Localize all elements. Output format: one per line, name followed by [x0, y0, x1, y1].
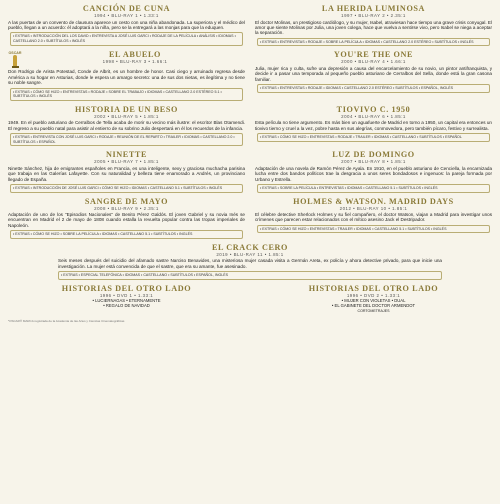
- film-entry: [255, 197, 492, 239]
- film-title: HISTORIAS DEL OTRO LADO: [61, 283, 192, 293]
- film-extras: • EXTRAS • ENTREVISTAS • RODAJE • IDIOMAS • CASTELLANO 2.0 ESTÉREO • SUBTÍTULOS • ESPAÑOL, INGLÉS: [257, 84, 490, 93]
- film-meta: 2000 • BLU-RAY 4 • 1.66:1: [341, 59, 406, 65]
- film-meta: 1996 • DVD 1 • 1.33:1: [99, 292, 154, 298]
- film-extras: • EXTRAS • SOBRE LA PELÍCULA • ENTREVISTAS • IDIOMAS • CASTELLANO 5.1 • SUBTÍTULOS • INGLÉS: [257, 184, 490, 193]
- film-entry: [8, 284, 245, 313]
- bullet-line: • LUCIERNAGAS • ETERNAMENTE: [92, 298, 161, 304]
- oscar-statuette-icon: [13, 55, 17, 66]
- catalog-page: [8, 4, 492, 496]
- film-synopsis: El doctor Molinas, un prestigioso cardiólogo, y su mujer, Isabel, atraviesan hace tiempo una grave crisis conyugal. El amor que siente Molinas por Julia, una joven colega, hace que vuelva a sentirse vivo, pero Isabel se niega a aceptar la separación.: [255, 19, 492, 36]
- film-title: LUZ DE DOMINGO: [332, 150, 415, 160]
- bullet-line: • MUJER CON VIOLETAS • DUAL: [341, 298, 406, 304]
- film-meta: 2007 • BLU-RAY 8 • 1.85:1: [341, 159, 406, 165]
- footnote: *OSCAR® MARCA registrada de la Academia de las Artes y Ciencias Cinematográficas: [8, 319, 125, 324]
- film-title: TIOVIVO C. 1950: [336, 104, 411, 114]
- film-extras: • EXTRAS • CÓMO SE HIZO • SOBRE LA PELÍCULA • IDIOMAS • CASTELLANO 5.1 • SUBTÍTULOS • INGLÉS: [10, 230, 243, 239]
- film-extras: • EXTRAS • CÓMO SE HIZO • ENTREVISTAS • TRAILER • IDIOMAS • CASTELLANO 5.1 • SUBTÍTULOS • INGLÉS: [257, 225, 490, 234]
- film-synopsis: Don Rodrigo de Arista Potestad, Conde de Albrit, es un hombre de honor. Casi ciego y arruinado regresa desde América a su hogar en Asturias, donde le espera un amargo secreto: una de sus dos nietas, es ilegítima y no tiene su noble sangre.: [8, 69, 245, 86]
- oscar-base-icon: [12, 66, 19, 68]
- film-synopsis: Seis meses después del suicidio del afamado sastre Narciso Benavides, una misteriosa mujer casada visita a Germán Areta, ex policía y ahora detective privado, para que inicie una investigación. La mujer está convencida de que el sastre, que era su amante, fue asesinado.: [58, 258, 442, 269]
- film-synopsis: A las puertas de un convento de clausura aparece un cesto con una niña abandonada. La superiora y el médico del pueblo, llegan a un acuerdo: él adoptará a la niña, pero se la entregará a las monjas para que la eduquen.: [8, 19, 245, 30]
- film-extras: • EXTRAS • ESPECIAL TELEFÓNICA • IDIOMAS • CASTELLANO • SUBTÍTULOS • ESPAÑOL, INGLÉS: [58, 271, 442, 280]
- film-title: SANGRE DE MAYO: [84, 196, 169, 206]
- film-entry: [255, 105, 492, 147]
- oscar-label: OSCAR: [8, 51, 22, 56]
- film-synopsis: Ninette Sánchez, hija de emigrantes españoles en Francia, es una inteligente, sexy y graciosa muchacha parisina que trabaja en las Galerías Lafayette. Con su naturalidad y belleza tiene enamorado a Andrés, un provinciano llegado de España.: [8, 165, 245, 182]
- film-entry: [8, 197, 245, 239]
- film-extras: • EXTRAS • INTRODUCCIÓN DE JOSÉ LUIS GARCI • CÓMO SE HIZO • IDIOMAS • CASTELLANO 5.1 • SUBTÍTULOS • INGLÉS: [10, 184, 243, 193]
- film-extras: • EXTRAS • INTRODUCCIÓN DEL LOS DAVID • ENTREVISTA A JOSÉ LUIS GARCI • RODAJE DE LA PELÍCULA • ANÁLISIS • IDIOMAS • CASTELLANO 2.0 • SUBTÍTULOS • INGLÉS: [10, 32, 243, 45]
- film-extras: • EXTRAS • ENTREVISTAS • RODAJE • SOBRE LA PELÍCULA • IDIOMAS • CASTELLANO 2.0 ESTÉREO • SUBTÍTULOS • INGLÉS: [257, 38, 490, 47]
- film-synopsis: Julia, mujer rica y culta, sufre una depresión a causa del encarcelamiento de su novio, un pintor antifranquista, y decide ir a pasar una temporada al pequeño pueblo asturiano de Cerralbos del Sella, donde está la gran casona familiar.: [255, 65, 492, 82]
- film-synopsis: Esta película no tiene argumento. Es más bien un aguafuerte de Madrid en torno a 1950, un capital era entonces un tiovivo tierno y cruel a la vez, pobre hasta en sus alegrías, conmovedora, pero también pícaro, festivo y surrealista.: [255, 120, 492, 131]
- film-synopsis: 1949. En el pueblo asturiano de Cerralbos de Tella acaba de morir su vecino más ilustre: el escritor Blas Otamendi. El regreso a su pueblo natal para asistir al entierro de su sobrino Julio despertará en él los recuerdos de la infancia.: [8, 120, 245, 131]
- film-extras: • EXTRAS • ENTREVISTA CON JOSÉ LUIS GARCI • RODAJE • REUNIÓN DE EL REPARTO • TRAILER • IDIOMAS • CASTELLANO 2.0 • SUBTÍTULOS • ESPAÑOL: [10, 133, 243, 146]
- oscar-badge: [8, 51, 22, 68]
- film-entry: [8, 150, 245, 192]
- film-title: NINETTE: [105, 150, 148, 160]
- film-meta: 2008 • BLU-RAY 9 • 2.35:1: [94, 205, 159, 211]
- film-title: EL CRACK CERO: [211, 242, 289, 252]
- film-synopsis: Adaptación de uno de los "Episodios Nacionales" de Benito Pérez Galdós. El joven Gabriel y su novia Inés se encuentran en Madrid el 2 de mayo de 1808 cuando estalla la revuelta popular contra las tropas imperiales de Napoleón.: [8, 212, 245, 228]
- film-meta: 1997 • BLU-RAY 2 • 2.35:1: [341, 13, 406, 18]
- film-title: HOLMES & WATSON. MADRID DAYS: [293, 196, 454, 206]
- film-meta: 2012 • BLU-RAY 10 • 1.85:1: [339, 205, 408, 211]
- film-meta: 1994 • BLU-RAY 1 • 1.33:1: [94, 13, 159, 18]
- film-meta: 2019 • BLU-RAY 11 • 1.85:1: [216, 251, 284, 257]
- film-entry: [255, 284, 492, 313]
- film-entry: [255, 4, 492, 46]
- extra-label: CORTOMETRAJES: [357, 308, 390, 313]
- film-synopsis: El célebre detective Sherlock Holmes y su fiel compañero, el doctor Watson, viajan a Madrid para investigar unos crímenes que parecen estar relacionados con el mítico asesino Jack el Destripador.: [255, 212, 492, 223]
- film-entry: [8, 50, 245, 100]
- film-title: LA HERIDA LUMINOSA: [321, 4, 426, 13]
- film-title: HISTORIA DE UN BESO: [75, 104, 178, 114]
- film-grid: [8, 4, 492, 317]
- bullet-line: • EL GABINETE DEL DOCTOR ARMENDOT: [331, 303, 416, 309]
- film-entry: [255, 150, 492, 192]
- film-synopsis: Adaptación de una novela de Ramón Pérez de Ayala. En 1910, en el pueblo asturiano de Cenciella, la encarnizada lucha entre dos bandos políticos trae la desgracia a unos seres bondadosos e ingenuos: la pareja formada por Urbano y Estrella.: [255, 165, 492, 182]
- film-entry: [8, 4, 245, 46]
- film-meta: 2004 • BLU-RAY 6 • 1.85:1: [341, 113, 406, 119]
- bullet-line: • REGALO DE NAVIDAD: [103, 303, 150, 309]
- film-entry: [8, 105, 245, 147]
- film-entry: [255, 50, 492, 100]
- film-entry-wide: [8, 243, 492, 280]
- film-extras: • EXTRAS • CÓMO SE HIZO • ENTREVISTAS • RODAJE • SOBRE EL TRABAJO • IDIOMAS • CASTELLANO 2.0 ESTÉREO 5.1 • SUBTÍTULOS • INGLÉS: [10, 88, 243, 101]
- film-meta: 2005 • BLU-RAY 7 • 1.85:1: [94, 159, 159, 165]
- film-meta: 2002 • BLU-RAY 5 • 1.85:1: [94, 113, 159, 119]
- film-meta: 1998 • BLU-RAY 3 • 1.66:1: [102, 59, 168, 65]
- film-title: YOU'RE THE ONE: [333, 50, 414, 60]
- film-extras: • EXTRAS • CÓMO SE HIZO • ENTREVISTAS • RODAJE • TRAILER • IDIOMAS • CASTELLANO • SUBTÍTULOS • ESPAÑOL: [257, 133, 490, 142]
- title-with-badge: [8, 50, 245, 68]
- film-title: EL ABUELO: [108, 50, 162, 60]
- film-title: CANCIÓN DE CUNA: [82, 4, 171, 13]
- film-title: HISTORIAS DEL OTRO LADO: [308, 283, 439, 293]
- film-meta: 1996 • DVD 2 • 1.33:1: [346, 292, 401, 298]
